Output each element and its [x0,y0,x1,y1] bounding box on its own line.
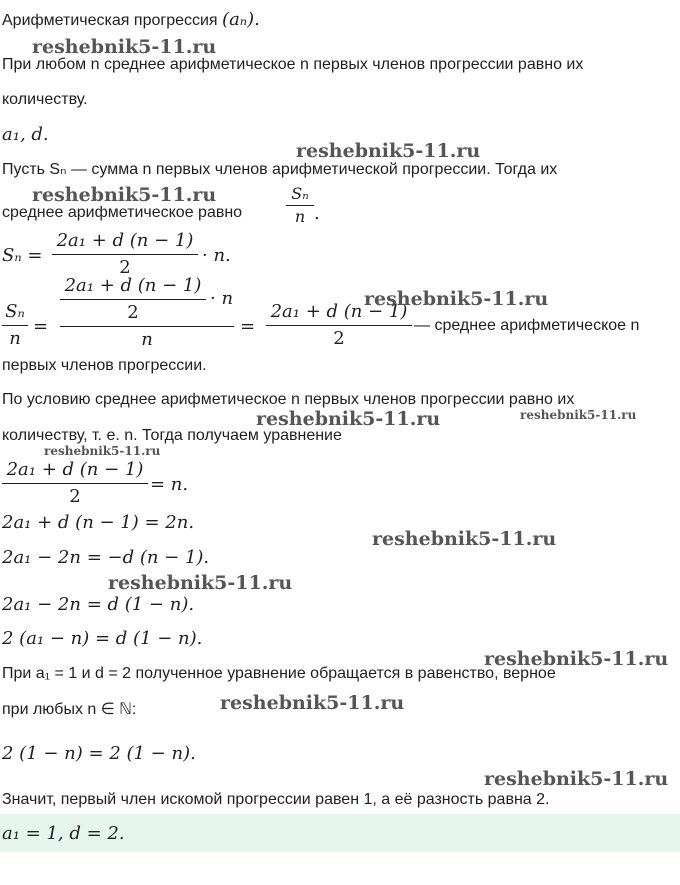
sn-denominator: 2 [119,257,131,278]
watermark: reshebnik5-11.ru [520,408,637,422]
eq-sign-1: = [33,316,49,337]
check-line-a: При a₁ = 1 и d = 2 полученное уравнение обращается в равенство, верное [2,665,556,682]
inner-fraction [60,274,206,325]
step1-line-b: среднее арифметическое равно [2,204,243,221]
fraction-sn-over-n [286,184,314,227]
inner-denominator: 2 [127,302,139,323]
title-line [2,10,260,31]
compound-denominator: n [141,329,153,350]
fraction-bar [286,205,314,206]
condition-line: При любом n среднее арифметическое n первых членов прогрессии равно их [2,56,584,73]
compound-fraction [60,274,234,352]
fraction-denominator: n [294,207,306,226]
mean-lhs-den: n [9,328,21,349]
eq1-denominator: 2 [69,486,81,507]
watermark: reshebnik5-11.ru [220,692,405,714]
sn-numerator: 2a₁ + d (n − 1) [56,230,194,251]
watermark: reshebnik5-11.ru [256,408,441,430]
eq1-numerator: 2a₁ + d (n − 1) [6,459,144,480]
cond2-line-a: По условию среднее арифметическое n первых членов прогрессии равно их [2,391,575,408]
result-numerator: 2a₁ + d (n − 1) [270,301,408,322]
result-denominator: 2 [333,328,345,349]
eq5: 2 (a₁ − n) = d (1 − n). [2,628,203,649]
eq1-rhs: = n. [150,474,189,495]
watermark: reshebnik5-11.ru [44,444,161,458]
answer-box [0,814,680,852]
compound-bar [60,326,234,327]
conclusion: Значит, первый член искомой прогрессии равен 1, а её разность равна 2. [2,791,550,808]
mean-text: — среднее арифметическое n [414,317,640,334]
eq6: 2 (1 − n) = 2 (1 − n). [2,743,196,764]
eq3: 2a₁ − 2n = −d (n − 1). [2,547,210,568]
inner-bar [60,299,206,300]
watermark: reshebnik5-11.ru [484,768,669,790]
watermark: reshebnik5-11.ru [32,184,217,206]
watermark: reshebnik5-11.ru [364,288,549,310]
sn-times-n: · n. [202,245,231,266]
result-bar [266,325,412,326]
mean-lhs-fraction [2,300,28,351]
mean-text-end: первых членов прогрессии. [2,357,207,374]
eq1-fraction [2,458,148,509]
title-text: Арифметическая прогрессия [2,12,218,29]
eq2: 2a₁ + d (n − 1) = 2n. [2,512,195,533]
eq-sign-2: = [240,316,256,337]
mean-lhs-bar [2,325,28,326]
condition-end-line: количеству. [2,91,88,108]
eq4: 2a₁ − 2n = d (1 − n). [2,594,195,615]
check-line-b: при любых n ∈ ℕ: [2,701,137,718]
watermark: reshebnik5-11.ru [296,140,481,162]
mean-lhs-num: Sₙ [5,301,25,322]
find-line: a₁, d. [2,124,49,145]
title-math: (aₙ). [222,9,260,30]
sn-bar [52,254,198,255]
inner-times-n: · n [210,288,234,309]
watermark: reshebnik5-11.ru [108,572,293,594]
watermark: reshebnik5-11.ru [32,36,217,58]
period: . [314,203,320,224]
inner-numerator: 2a₁ + d (n − 1) [64,275,202,296]
answer-text: a₁ = 1, d = 2. [2,823,125,844]
inner-fraction-wrap [60,274,234,324]
cond2-line-b: количеству, т. е. n. Тогда получаем уравнение [2,427,342,444]
watermark: reshebnik5-11.ru [484,648,669,670]
sn-fraction [52,229,198,280]
fraction-numerator: Sₙ [291,184,309,203]
watermark: reshebnik5-11.ru [372,528,557,550]
sn-lhs: Sₙ = [2,245,43,266]
step1-line-a: Пусть Sₙ — сумма n первых членов арифметической прогрессии. Тогда их [2,161,558,178]
eq1-bar [2,483,148,484]
